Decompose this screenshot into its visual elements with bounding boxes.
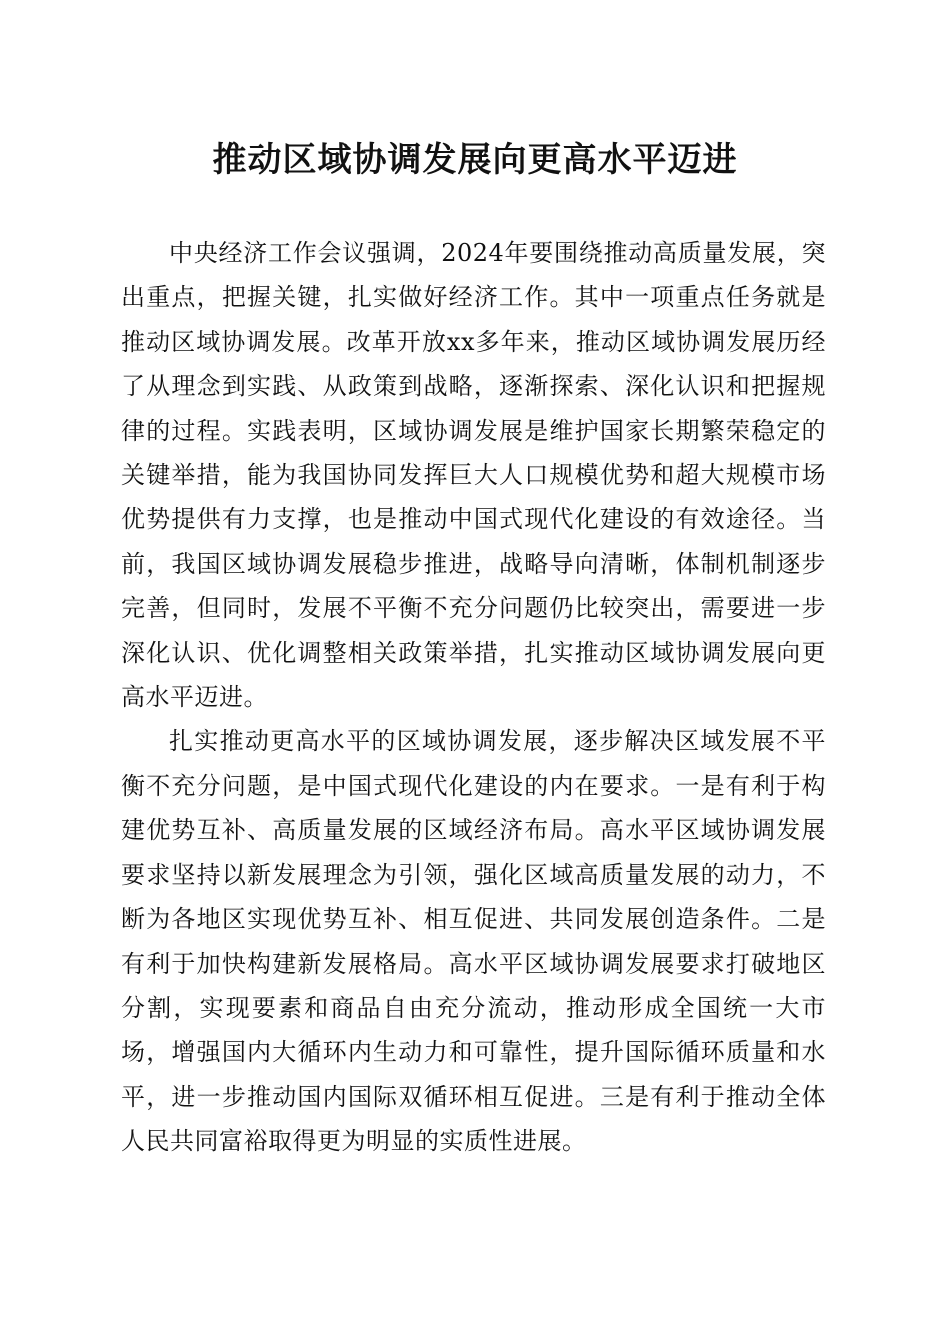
paragraph-1: 中央经济工作会议强调，2024年要围绕推动高质量发展，突出重点，把握关键，扎实做好经济工作。其中一项重点任务就是推动区域协调发展。改革开放xx多年来，推动区域协调发展历经了从理念到实践、从政策到战略，逐渐探索、深化认识和把握规律的过程。实践表明，区域协调发展是维护国家长期繁荣稳定的关键举措，能为我国协同发挥巨大人口规模优势和超大规模市场优势提供有力支撑，也是推动中国式现代化建设的有效途径。当前，我国区域协调发展稳步推进，战略导向清晰，体制机制逐步完善，但同时，发展不平衡不充分问题仍比较突出，需要进一步深化认识、优化调整相关政策举措，扎实推动区域协调发展向更高水平迈进。: [121, 239, 826, 712]
paragraph-2: 扎实推动更高水平的区域协调发展，逐步解决区域发展不平衡不充分问题，是中国式现代化建设的内在要求。一是有利于构建优势互补、高质量发展的区域经济布局。高水平区域协调发展要求坚持以新发展理念为引领，强化区域高质量发展的动力，不断为各地区实现优势互补、相互促进、共同发展创造条件。二是有利于加快构建新发展格局。高水平区域协调发展要求打破地区分割，实现要素和商品自由充分流动，推动形成全国统一大市场，增强国内大循环内生动力和可靠性，提升国际循环质量和水平，进一步推动国内国际双循环相互促进。三是有利于推动全体人民共同富裕取得更为明显的实质性进展。: [121, 727, 826, 1156]
document-title: 推动区域协调发展向更高水平迈进: [212, 140, 738, 180]
document-body: [121, 231, 826, 1164]
